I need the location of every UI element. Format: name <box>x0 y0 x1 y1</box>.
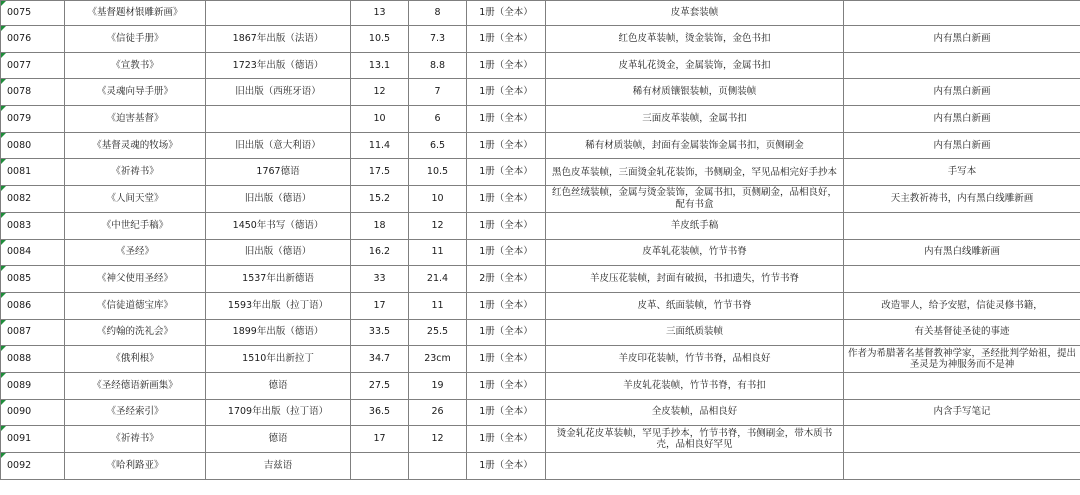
size-width-cell: 6 <box>409 106 467 133</box>
book-title-cell: 《约翰的洗礼会》 <box>65 319 206 346</box>
binding-description-cell <box>546 453 844 480</box>
binding-description-cell: 皮革套装帧 <box>546 1 844 26</box>
publication-cell <box>206 106 351 133</box>
table-row <box>1 292 1080 319</box>
quantity-cell: 1册（全本） <box>467 399 546 426</box>
table-row <box>1 346 1080 373</box>
book-title-cell: 《灵魂向导手册》 <box>65 79 206 106</box>
publication-cell: 旧出版（德语） <box>206 239 351 266</box>
quantity-cell: 1册（全本） <box>467 132 546 159</box>
quantity-cell: 2册（全本） <box>467 266 546 293</box>
size-length-cell: 15.2 <box>351 186 409 213</box>
size-length-cell: 16.2 <box>351 239 409 266</box>
table-row <box>1 453 1080 480</box>
binding-description-cell: 烫金轧花皮革装帧，罕见手抄本，竹节书脊，书侧刷金，带木质书壳，品相良好罕见 <box>546 426 844 453</box>
lot-number-cell: 0085 <box>1 266 65 293</box>
size-width-cell: 7.3 <box>409 26 467 53</box>
table-row <box>1 106 1080 133</box>
size-width-cell: 25.5 <box>409 319 467 346</box>
book-title-cell: 《圣经索引》 <box>65 399 206 426</box>
quantity-cell: 1册（全本） <box>467 106 546 133</box>
notes-cell <box>844 212 1080 239</box>
size-length-cell: 17.5 <box>351 159 409 186</box>
lot-number-cell: 0088 <box>1 346 65 373</box>
size-length-cell: 33 <box>351 266 409 293</box>
table-row <box>1 79 1080 106</box>
lot-number-cell: 0076 <box>1 26 65 53</box>
size-width-cell: 10 <box>409 186 467 213</box>
publication-cell: 1537年出新德语 <box>206 266 351 293</box>
book-title-cell: 《基督灵魂的牧场》 <box>65 132 206 159</box>
book-title-cell: 《祈祷书》 <box>65 159 206 186</box>
binding-description-cell: 皮革轧花烫金，金属装饰，金属书扣 <box>546 52 844 79</box>
lot-number-cell: 0084 <box>1 239 65 266</box>
table-row <box>1 186 1080 213</box>
publication-cell: 旧出版（德语） <box>206 186 351 213</box>
binding-description-cell: 全皮装帧，品相良好 <box>546 399 844 426</box>
table-row <box>1 159 1080 186</box>
quantity-cell: 1册（全本） <box>467 426 546 453</box>
binding-description-cell: 黑色皮革装帧，三面烫金轧花装饰，书侧刷金，罕见品相完好手抄本 <box>546 159 844 186</box>
notes-cell <box>844 266 1080 293</box>
publication-cell: 1510年出新拉丁 <box>206 346 351 373</box>
binding-description-cell: 红色丝绒装帧，金属与烫金装饰，金属书扣，页侧刷金，品相良好，配有书盒 <box>546 186 844 213</box>
size-length-cell: 17 <box>351 426 409 453</box>
book-title-cell: 《宣教书》 <box>65 52 206 79</box>
notes-cell: 内有黑白新画 <box>844 26 1080 53</box>
book-title-cell: 《迫害基督》 <box>65 106 206 133</box>
size-length-cell: 12 <box>351 79 409 106</box>
publication-cell: 1723年出版（德语） <box>206 52 351 79</box>
size-width-cell: 19 <box>409 372 467 399</box>
quantity-cell: 1册（全本） <box>467 239 546 266</box>
notes-cell: 内有黑白新画 <box>844 106 1080 133</box>
publication-cell: 旧出版（意大利语） <box>206 132 351 159</box>
notes-cell: 手写本 <box>844 159 1080 186</box>
size-length-cell: 27.5 <box>351 372 409 399</box>
lot-number-cell: 0079 <box>1 106 65 133</box>
notes-cell: 天主教祈祷书，内有黑白线雕新画 <box>844 186 1080 213</box>
lot-number-cell: 0092 <box>1 453 65 480</box>
size-width-cell: 11 <box>409 292 467 319</box>
lot-number-cell: 0081 <box>1 159 65 186</box>
table-row <box>1 52 1080 79</box>
notes-cell: 作者为希腊著名基督教神学家，圣经批判学始祖，提出圣灵是为神服务而不是神 <box>844 346 1080 373</box>
size-length-cell: 10.5 <box>351 26 409 53</box>
quantity-cell: 1册（全本） <box>467 453 546 480</box>
notes-cell <box>844 1 1080 26</box>
size-width-cell: 8.8 <box>409 52 467 79</box>
quantity-cell: 1册（全本） <box>467 26 546 53</box>
size-length-cell: 18 <box>351 212 409 239</box>
lot-number-cell: 0086 <box>1 292 65 319</box>
size-length-cell: 34.7 <box>351 346 409 373</box>
book-title-cell: 《俄利根》 <box>65 346 206 373</box>
binding-description-cell: 羊皮轧花装帧，竹节书脊，有书扣 <box>546 372 844 399</box>
book-title-cell: 《基督题材银雕新画》 <box>65 1 206 26</box>
publication-cell: 德语 <box>206 426 351 453</box>
binding-description-cell: 皮革轧花装帧，竹节书脊 <box>546 239 844 266</box>
size-width-cell: 8 <box>409 1 467 26</box>
binding-description-cell: 羊皮纸手稿 <box>546 212 844 239</box>
table-row <box>1 212 1080 239</box>
quantity-cell: 1册（全本） <box>467 212 546 239</box>
table-row <box>1 26 1080 53</box>
table-row <box>1 372 1080 399</box>
notes-cell: 改造罪人，给予安慰，信徒灵修书籍， <box>844 292 1080 319</box>
notes-cell <box>844 426 1080 453</box>
binding-description-cell: 三面纸质装帧 <box>546 319 844 346</box>
notes-cell: 内有黑白新画 <box>844 132 1080 159</box>
lot-number-cell: 0089 <box>1 372 65 399</box>
lot-number-cell: 0078 <box>1 79 65 106</box>
quantity-cell: 1册（全本） <box>467 52 546 79</box>
book-title-cell: 《祈祷书》 <box>65 426 206 453</box>
catalog-table-body <box>1 1 1080 480</box>
notes-cell <box>844 52 1080 79</box>
book-title-cell: 《中世纪手稿》 <box>65 212 206 239</box>
publication-cell: 1450年书写（德语） <box>206 212 351 239</box>
table-row <box>1 132 1080 159</box>
notes-cell: 内有黑白新画 <box>844 79 1080 106</box>
book-title-cell: 《人间天堂》 <box>65 186 206 213</box>
size-width-cell: 7 <box>409 79 467 106</box>
lot-number-cell: 0080 <box>1 132 65 159</box>
quantity-cell: 1册（全本） <box>467 319 546 346</box>
size-width-cell: 6.5 <box>409 132 467 159</box>
notes-cell: 内含手写笔记 <box>844 399 1080 426</box>
binding-description-cell: 皮革、纸面装帧，竹节书脊 <box>546 292 844 319</box>
publication-cell: 1899年出版（德语） <box>206 319 351 346</box>
size-length-cell: 13 <box>351 1 409 26</box>
publication-cell: 吉兹语 <box>206 453 351 480</box>
lot-number-cell: 0075 <box>1 1 65 26</box>
quantity-cell: 1册（全本） <box>467 159 546 186</box>
size-width-cell: 26 <box>409 399 467 426</box>
lot-number-cell: 0083 <box>1 212 65 239</box>
notes-cell <box>844 453 1080 480</box>
notes-cell: 内有黑白线雕新画 <box>844 239 1080 266</box>
size-length-cell: 17 <box>351 292 409 319</box>
size-width-cell <box>409 453 467 480</box>
table-row <box>1 319 1080 346</box>
lot-number-cell: 0087 <box>1 319 65 346</box>
size-length-cell <box>351 453 409 480</box>
size-width-cell: 11 <box>409 239 467 266</box>
book-title-cell: 《信徒手册》 <box>65 26 206 53</box>
binding-description-cell: 三面皮革装帧，金属书扣 <box>546 106 844 133</box>
size-width-cell: 23cm <box>409 346 467 373</box>
size-width-cell: 10.5 <box>409 159 467 186</box>
quantity-cell: 1册（全本） <box>467 346 546 373</box>
size-length-cell: 10 <box>351 106 409 133</box>
binding-description-cell: 稀有材质镶银装帧，页侧装帧 <box>546 79 844 106</box>
book-title-cell: 《信徒道德宝库》 <box>65 292 206 319</box>
size-length-cell: 36.5 <box>351 399 409 426</box>
quantity-cell: 1册（全本） <box>467 186 546 213</box>
notes-cell: 有关基督徒圣徒的事迹 <box>844 319 1080 346</box>
publication-cell: 1767德语 <box>206 159 351 186</box>
quantity-cell: 1册（全本） <box>467 292 546 319</box>
book-title-cell: 《哈利路亚》 <box>65 453 206 480</box>
publication-cell: 1867年出版（法语） <box>206 26 351 53</box>
publication-cell: 德语 <box>206 372 351 399</box>
quantity-cell: 1册（全本） <box>467 372 546 399</box>
lot-number-cell: 0082 <box>1 186 65 213</box>
size-width-cell: 21.4 <box>409 266 467 293</box>
book-title-cell: 《圣经》 <box>65 239 206 266</box>
publication-cell <box>206 1 351 26</box>
size-length-cell: 33.5 <box>351 319 409 346</box>
publication-cell: 旧出版（西班牙语） <box>206 79 351 106</box>
lot-number-cell: 0090 <box>1 399 65 426</box>
size-length-cell: 11.4 <box>351 132 409 159</box>
table-row <box>1 239 1080 266</box>
table-row <box>1 266 1080 293</box>
book-title-cell: 《神父使用圣经》 <box>65 266 206 293</box>
lot-number-cell: 0077 <box>1 52 65 79</box>
quantity-cell: 1册（全本） <box>467 79 546 106</box>
binding-description-cell: 羊皮印花装帧，竹节书脊，品相良好 <box>546 346 844 373</box>
binding-description-cell: 红色皮革装帧，烫金装饰，金色书扣 <box>546 26 844 53</box>
quantity-cell: 1册（全本） <box>467 1 546 26</box>
size-width-cell: 12 <box>409 426 467 453</box>
table-row <box>1 399 1080 426</box>
size-width-cell: 12 <box>409 212 467 239</box>
notes-cell <box>844 372 1080 399</box>
publication-cell: 1709年出版（拉丁语） <box>206 399 351 426</box>
lot-number-cell: 0091 <box>1 426 65 453</box>
binding-description-cell: 稀有材质装帧，封面有金属装饰金属书扣，页侧刷金 <box>546 132 844 159</box>
table-row <box>1 426 1080 453</box>
binding-description-cell: 羊皮压花装帧，封面有破损，书扣遗失，竹节书脊 <box>546 266 844 293</box>
table-row <box>1 1 1080 26</box>
book-title-cell: 《圣经德语新画集》 <box>65 372 206 399</box>
size-length-cell: 13.1 <box>351 52 409 79</box>
publication-cell: 1593年出版（拉丁语） <box>206 292 351 319</box>
